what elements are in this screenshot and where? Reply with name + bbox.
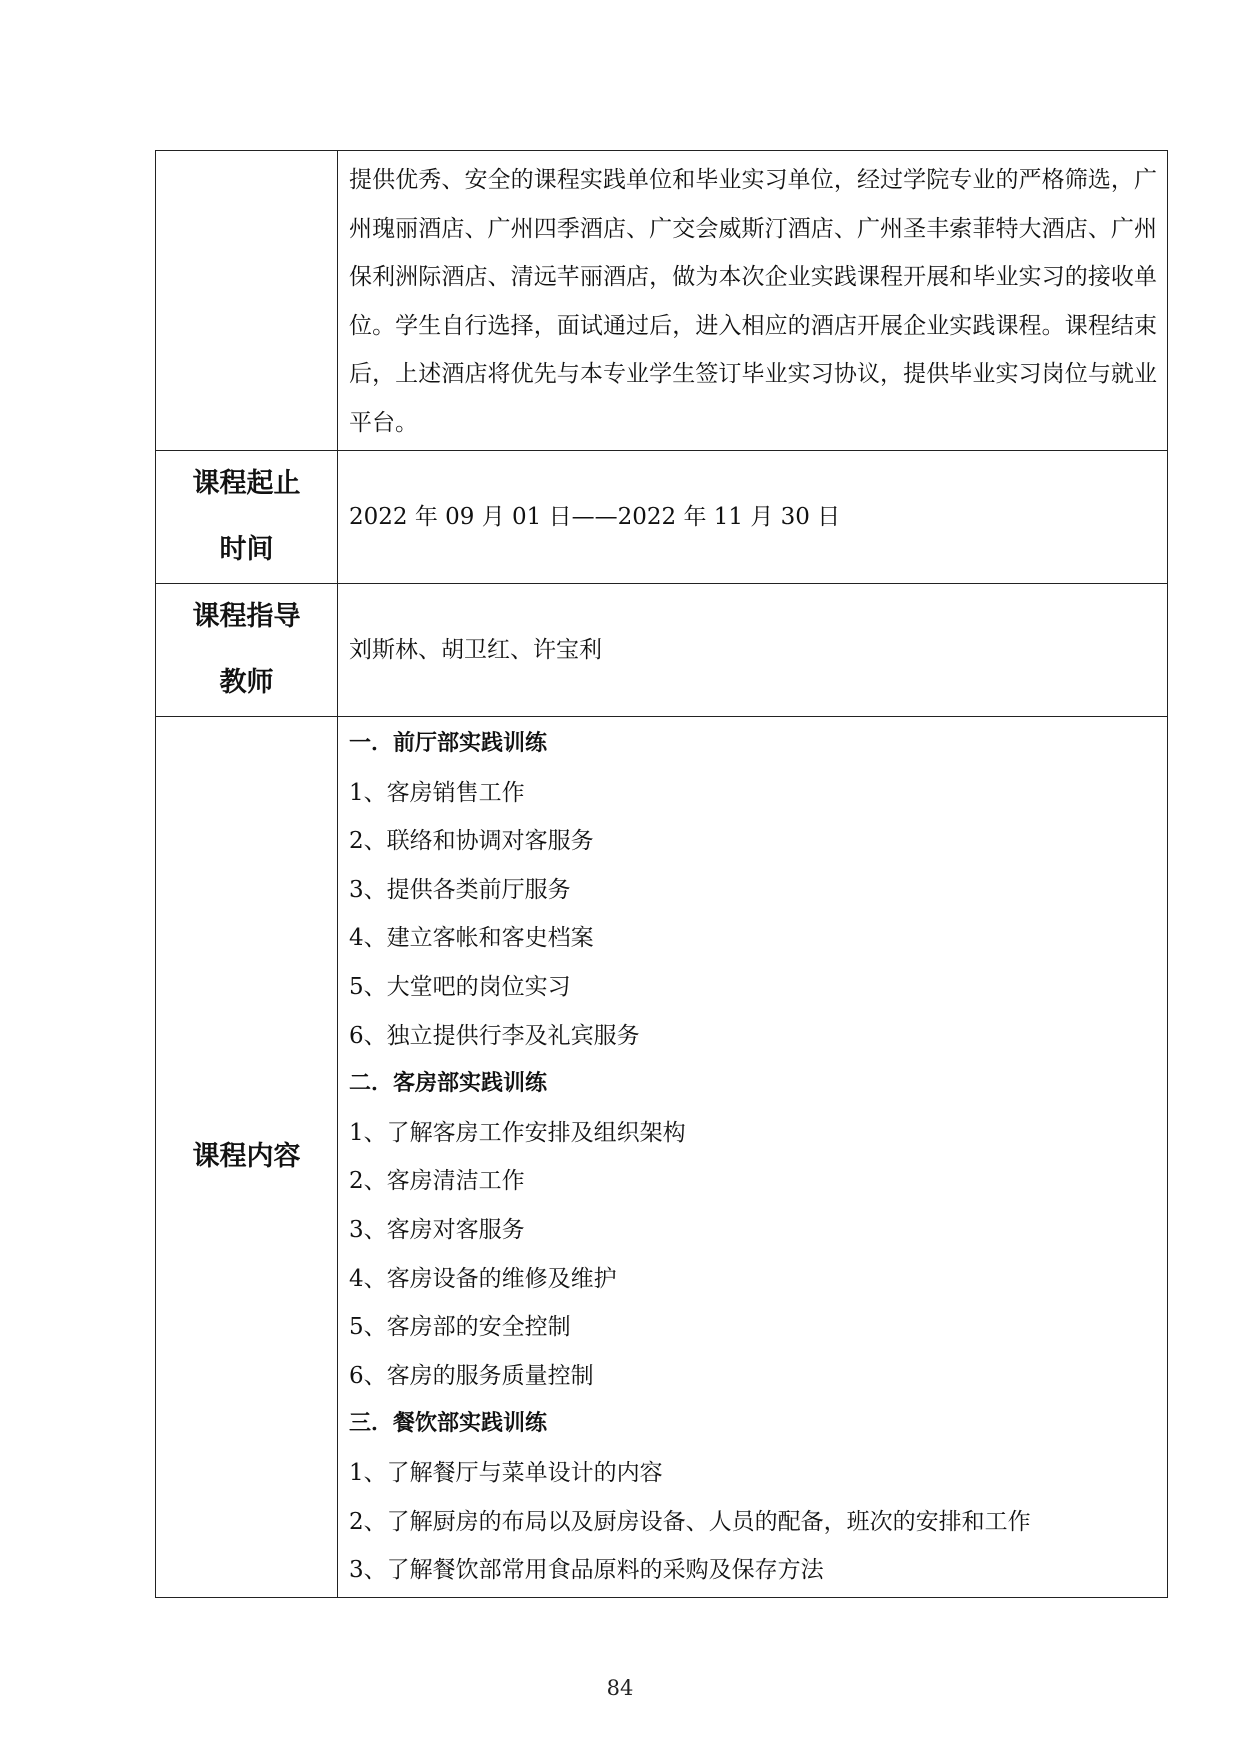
content-label-cell: [156, 717, 338, 1598]
list-item: 2、了解厨房的布局以及厨房设备、人员的配备，班次的安排和工作: [349, 1508, 1031, 1535]
period-label-line1: 课程起止: [192, 468, 301, 499]
instructors-label-line1: 课程指导: [192, 601, 301, 632]
list-item: 1、了解客房工作安排及组织架构: [349, 1119, 686, 1146]
instructors-label-line2: 教师: [219, 667, 274, 698]
list-item: 6、客房的服务质量控制: [349, 1362, 594, 1389]
intro-paragraph: 提供优秀、安全的课程实践单位和毕业实习单位，经过学院专业的严格筛选，广州瑰丽酒店、广州四季酒店、广交会威斯汀酒店、广州圣丰索菲特大酒店、广州保利洲际酒店、清远芊丽酒店，做为本次企业实践课程开展和毕业实习的接收单位。学生自行选择，面试通过后，进入相应的酒店开展企业实践课程。课程结束后，上述酒店将优先与本专业学生签订毕业实习协议，提供毕业实习岗位与就业平台。: [349, 167, 1157, 436]
instructors-value: 刘斯林、胡卫红、许宝利: [349, 637, 602, 663]
instructors-content-cell: [338, 584, 1168, 717]
table-row-instructors: [156, 584, 1168, 717]
section-heading: 三．餐饮部实践训练: [349, 1411, 548, 1437]
table-row-content: [156, 717, 1168, 1598]
list-item: 4、建立客帐和客史档案: [349, 925, 594, 952]
content-list-cell: [338, 717, 1168, 1598]
list-item: 2、联络和协调对客服务: [349, 828, 594, 855]
list-item: 5、客房部的安全控制: [349, 1314, 571, 1341]
list-item: 6、独立提供行李及礼宾服务: [349, 1022, 640, 1049]
period-content-cell: [338, 451, 1168, 584]
period-label-cell: [156, 451, 338, 584]
table-row-intro: [156, 151, 1168, 451]
list-item: 3、客房对客服务: [349, 1216, 525, 1243]
period-value: 2022 年 09 月 01 日——2022 年 11 月 30 日: [349, 504, 841, 530]
list-item: 2、客房清洁工作: [349, 1168, 525, 1195]
intro-content-cell: [338, 151, 1168, 451]
content-label: 课程内容: [192, 1140, 301, 1172]
intro-label-cell: [156, 151, 338, 451]
list-item: 3、提供各类前厅服务: [349, 876, 571, 903]
page-number: 84: [606, 1676, 634, 1700]
table-row-period: [156, 451, 1168, 584]
list-item: 4、客房设备的维修及维护: [349, 1265, 617, 1292]
course-info-table: [155, 150, 1168, 1598]
list-item: 3、了解餐饮部常用食品原料的采购及保存方法: [349, 1557, 824, 1584]
list-item: 5、大堂吧的岗位实习: [349, 973, 571, 1000]
content-list: [349, 717, 1157, 1597]
instructors-label-cell: [156, 584, 338, 717]
section-heading: 二．客房部实践训练: [349, 1071, 548, 1097]
list-item: 1、了解餐厅与菜单设计的内容: [349, 1459, 663, 1486]
list-item: 1、客房销售工作: [349, 779, 525, 806]
period-label-line2: 时间: [219, 534, 274, 565]
section-heading: 一．前厅部实践训练: [349, 731, 548, 756]
